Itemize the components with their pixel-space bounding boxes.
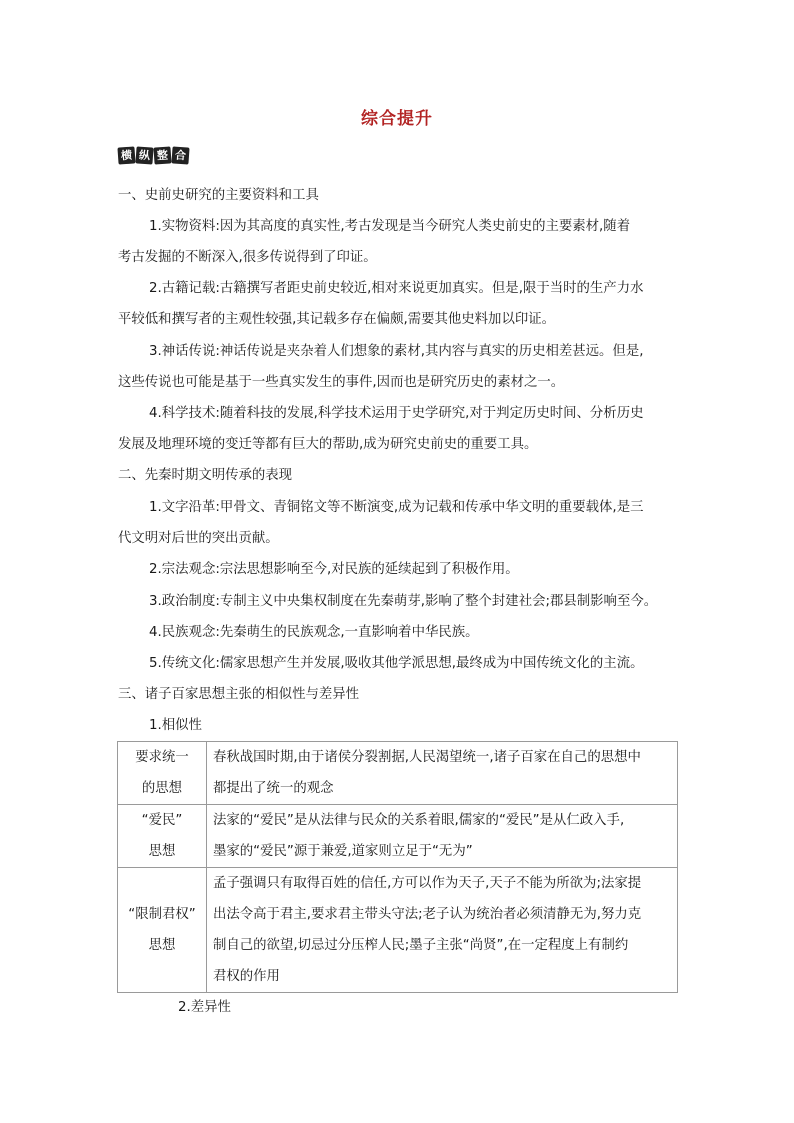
similarity-table	[117, 741, 678, 993]
row-header: “爱民” 思想	[118, 805, 207, 868]
paragraph-line: 考古发掘的不断深入,很多传说得到了印证。	[118, 250, 377, 265]
table-row	[118, 805, 678, 868]
paragraph-line: 2.宗法观念:宗法思想影响至今,对民族的延续起到了积极作用。	[149, 562, 519, 577]
paragraph-line: 2.古籍记载:古籍撰写者距史前史较近,相对来说更加真实。但是,限于当时的生产力水	[149, 281, 644, 296]
paragraph-line: 这些传说也可能是基于一些真实发生的事件,因而也是研究历史的素材之一。	[118, 375, 565, 390]
badge-char: 整	[153, 146, 171, 164]
section-badge	[118, 147, 189, 164]
paragraph-line: 1.文字沿革:甲骨文、青铜铭文等不断演变,成为记载和传承中华文明的重要载体,是三	[149, 500, 644, 515]
table-row	[118, 742, 678, 805]
badge-char: 横	[117, 146, 135, 164]
section-heading: 一、史前史研究的主要资料和工具	[118, 188, 319, 203]
paragraph-line: 平较低和撰写者的主观性较强,其记载多存在偏颇,需要其他史料加以印证。	[118, 312, 556, 327]
paragraph-line: 5.传统文化:儒家思想产生并发展,吸收其他学派思想,最终成为中国传统文化的主流。	[149, 656, 644, 671]
paragraph-line: 代文明对后世的突出贡献。	[118, 531, 279, 546]
paragraph-line: 4.科学技术:随着科技的发展,科学技术运用于史学研究,对于判定历史时间、分析历史	[149, 406, 644, 421]
paragraph-line: 发展及地理环境的变迁等都有巨大的帮助,成为研究史前史的重要工具。	[118, 437, 538, 452]
row-content: 春秋战国时期,由于诸侯分裂割据,人民渴望统一,诸子百家在自己的思想中 都提出了统一的观念	[207, 742, 678, 805]
paragraph-line: 3.政治制度:专制主义中央集权制度在先秦萌芽,影响了整个封建社会;郡县制影响至今。	[149, 594, 658, 609]
badge-char: 合	[171, 146, 189, 164]
row-header: “限制君权” 思想	[118, 868, 207, 993]
badge-char: 纵	[135, 146, 153, 164]
section-heading: 三、诸子百家思想主张的相似性与差异性	[118, 687, 360, 702]
page-title: 综合提升	[361, 109, 433, 129]
section-heading: 二、先秦时期文明传承的表现	[118, 468, 293, 483]
paragraph-line: 1.实物资料:因为其高度的真实性,考古发现是当今研究人类史前史的主要素材,随着	[149, 219, 631, 234]
row-content: 法家的“爱民”是从法律与民众的关系着眼,儒家的“爱民”是从仁政入手, 墨家的“爱民”源于兼爱,道家则立足于“无为”	[207, 805, 678, 868]
row-content: 孟子强调只有取得百姓的信任,方可以作为天子,天子不能为所欲为;法家提 出法令高于君主,要求君主带头守法;老子认为统治者必须清静无为,努力克 制自己的欲望,切忌过分压榨人民;墨子主张“尚贤”,在一定程度上有制约 君权的作用	[207, 868, 678, 993]
subsection-heading: 2.差异性	[178, 1000, 231, 1015]
paragraph-line: 4.民族观念:先秦萌生的民族观念,一直影响着中华民族。	[149, 625, 479, 640]
row-header: 要求统一 的思想	[118, 742, 207, 805]
paragraph-line: 3.神话传说:神话传说是夹杂着人们想象的素材,其内容与真实的历史相差甚远。但是,	[149, 344, 644, 359]
subsection-heading: 1.相似性	[149, 718, 202, 733]
table-row	[118, 868, 678, 993]
